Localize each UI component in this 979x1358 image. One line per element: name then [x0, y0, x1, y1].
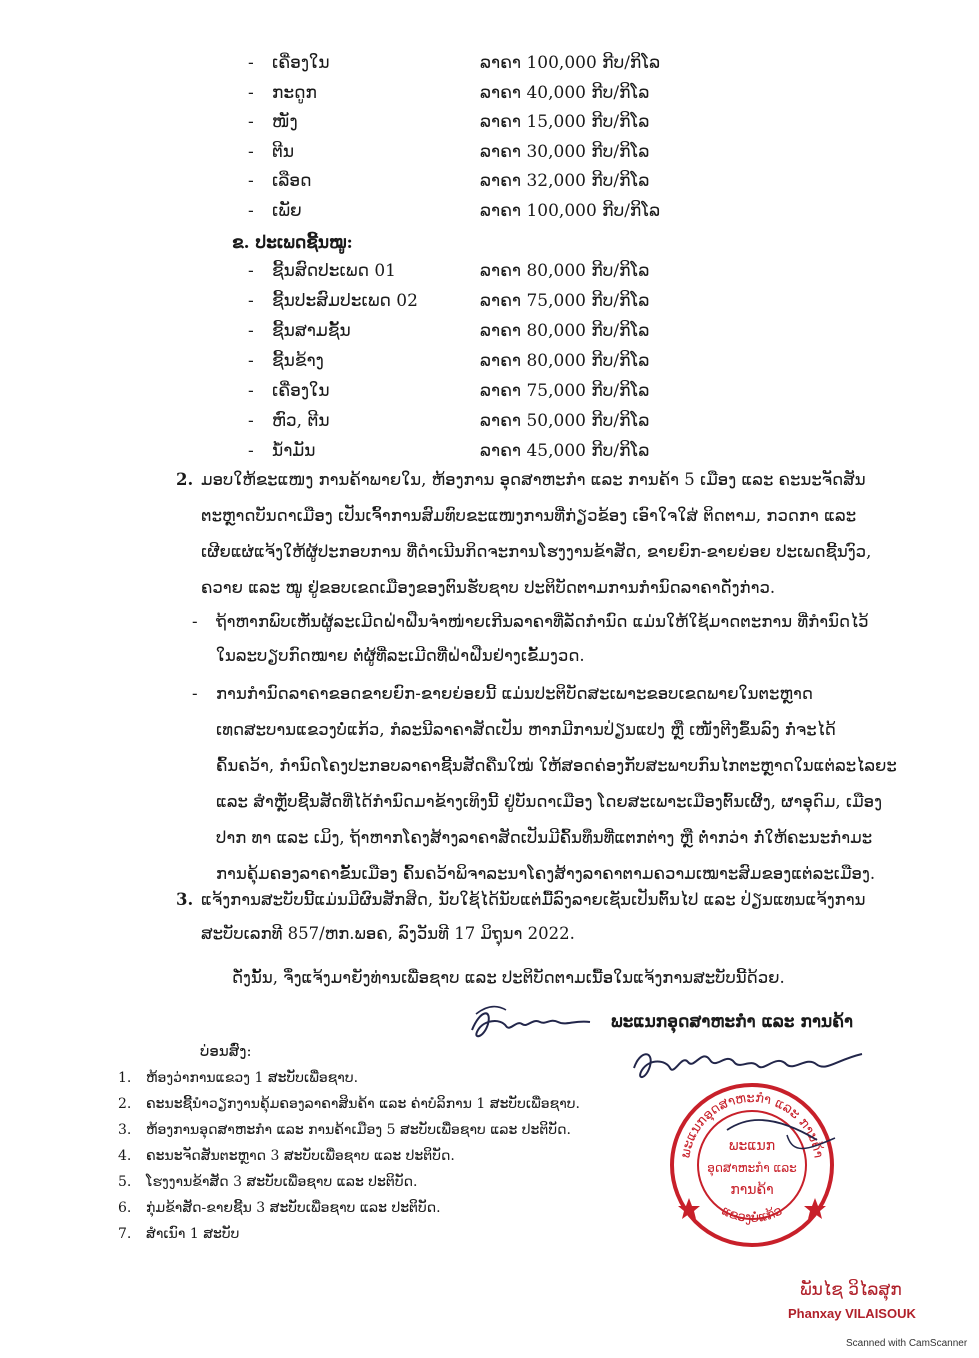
bullet-dash: - — [248, 53, 254, 73]
price-value: ລາຄາ 15,000 ກີບ/ກິໂລ — [480, 112, 650, 132]
price-row — [0, 406, 979, 436]
price-item-name: ຊີ້ນປະສົມປະເພດ 02 — [272, 291, 418, 311]
recipient-text: ກຸ່ມຂ້າສັດ-ຂາຍຊີ້ນ 3 ສະບັບເພື່ອຊາບ ແລະ ປະຕິບັດ. — [146, 1200, 441, 1216]
bullet-dash: - — [248, 291, 254, 311]
bullet-dash: - — [248, 381, 254, 401]
price-value: ລາຄາ 50,000 ກີບ/ກິໂລ — [480, 411, 650, 431]
bullet-dash: - — [192, 612, 198, 631]
bullet-2-line: ແລະ ສຳຫຼັບຊີ້ນສັດທີ່ໄດ້ກຳນົດມາຂ້າງເທິງນີ້ ຢູ່ບັນດາເມືອງ ໂດຍສະເພາະເມືອງຕົ້ນເຜິ້ງ, ຜາອຸດົມ, ເມືອງ — [216, 792, 883, 811]
bullet-dash: - — [248, 441, 254, 461]
recipient-text: ໂຮງງານຂ້າສັດ 3 ສະບັບເພື່ອຊາບ ແລະ ປະຕິບັດ. — [146, 1174, 418, 1190]
price-row — [0, 78, 979, 108]
bullet-dash: - — [248, 82, 254, 103]
bullet-2-line: ການກຳນົດລາຄາຂອດຂາຍຍົກ-ຂາຍຍ່ອຍນີ້ ແມ່ນປະຕິບັດສະເພາະຂອບເຂດພາຍໃນຕະຫຼາດ — [216, 684, 813, 703]
price-item-name: ຫົວ, ຕີນ — [272, 411, 330, 431]
section-3-number: 3. — [176, 890, 194, 909]
recipient-number: 4. — [118, 1148, 132, 1164]
seal-center-3: ການຄ້າ — [730, 1182, 774, 1198]
bullet-1-line: ໃນລະບຽບກົດໝາຍ ຕໍ່ຜູ້ທີ່ລະເມີດທີ່ຝ່າຝືນຢ່າງເຂັ້ມງວດ. — [216, 646, 585, 665]
bullet-2-line: ການຄຸ້ມຄອງລາຄາຂັ້ນເມືອງ ຄົ້ນຄວ້າພິຈາລະນາໂຄງສ້າງລາຄາຕາມຄວາມເໝາະສົມຂອງແຕ່ລະເມືອງ. — [216, 864, 876, 883]
seal-ring-bottom: ແຂວງບໍ່ແກ້ວ — [718, 1203, 786, 1227]
price-value: ລາຄາ 80,000 ກີບ/ກິໂລ — [480, 261, 650, 281]
section-2-line: ຕະຫຼາດບັນດາເມືອງ ເປັນເຈົ້າການສົມທົບຂະແໜງການທີ່ກ່ຽວຂ້ອງ ເອົາໃຈໃສ່ ຕິດຕາມ, ກວດກາ ແລະ — [201, 506, 857, 525]
section-3-line: ແຈ້ງການສະບັບນີ້ແມ່ນມີຜົນສັກສິດ, ນັບໃຊ້ໄດ້ນັບແຕ່ມື້ລົງລາຍເຊັນເປັນຕົ້ນໄປ ແລະ ປ່ຽນແທນແຈ້ງການ — [201, 890, 866, 909]
price-row — [0, 286, 979, 316]
recipient-text: ຫ້ອງການອຸດສາຫະກຳ ແລະ ການຄ້າເມືອງ 5 ສະບັບເພື່ອຊາບ ແລະ ປະຕິບັດ. — [146, 1122, 571, 1138]
price-value: ລາຄາ 100,000 ກີບ/ກິໂລ — [480, 200, 661, 221]
recipient-number: 3. — [118, 1122, 132, 1138]
recipients-title: ບ່ອນສົ່ງ: — [200, 1042, 252, 1060]
seal-center-1: ພະແນກ — [728, 1138, 776, 1154]
price-row — [0, 376, 979, 406]
section-2-line: ມອບໃຫ້ຂະແໜງ ການຄ້າພາຍໃນ, ຫ້ອງການ ອຸດສາຫະກຳ ແລະ ການຄ້າ 5 ເມືອງ ແລະ ຄະນະຈັດສັນ — [201, 470, 866, 489]
recipient-text: ຄະນະຈັດສັນຕະຫຼາດ 3 ສະບັບເພື່ອຊາບ ແລະ ປະຕິບັດ. — [146, 1148, 455, 1164]
section-3-line: ສະບັບເລກທີ 857/ຫກ.ພອຄ, ລົງວັນທີ 17 ມິຖຸນາ 2022. — [201, 924, 575, 943]
price-row — [0, 107, 979, 137]
signer-name-english: Phanxay VILAISOUK — [788, 1306, 916, 1321]
recipient-number: 5. — [118, 1174, 132, 1190]
price-row — [0, 166, 979, 196]
bullet-dash: - — [248, 141, 254, 162]
bullet-dash: - — [248, 200, 254, 221]
bullet-dash: - — [248, 351, 254, 371]
price-row — [0, 196, 979, 226]
price-row — [0, 256, 979, 286]
price-value: ລາຄາ 80,000 ກີບ/ກິໂລ — [480, 351, 650, 371]
price-row — [0, 316, 979, 346]
price-value: ລາຄາ 100,000 ກີບ/ກິໂລ — [480, 53, 661, 73]
section-2-number: 2. — [176, 470, 194, 489]
initials-signature — [466, 1000, 596, 1048]
price-value: ລາຄາ 80,000 ກີບ/ກິໂລ — [480, 321, 650, 341]
price-item-name: ນ້ຳມັນ — [272, 441, 316, 461]
recipient-text: ຫ້ອງວ່າການແຂວງ 1 ສະບັບເພື່ອຊາບ. — [146, 1070, 359, 1086]
price-value: ລາຄາ 40,000 ກີບ/ກິໂລ — [480, 82, 650, 103]
price-row — [0, 48, 979, 78]
price-item-name: ໜັງ — [272, 112, 298, 132]
price-item-name: ເພັຍ — [272, 200, 302, 221]
bullet-dash: - — [248, 321, 254, 341]
bullet-1-line: ຖ້າຫາກພົບເຫັນຜູ້ລະເມີດຝ່າຝືນຈຳໜ່າຍເກີນລາຄາທີ່ລັດກຳນົດ ແມ່ນໃຫ້ໃຊ້ມາດຕະການ ທີ່ກຳນົດໄວ້ — [216, 612, 869, 631]
bullet-dash: - — [248, 411, 254, 431]
recipient-text: ຄະນະຊີ້ນຳວຽກງານຄຸ້ມຄອງລາຄາສິນຄ້າ ແລະ ຄ່າບໍລິການ 1 ສະບັບເພື່ອຊາບ. — [146, 1096, 580, 1112]
bullet-2-line: ປາກ ທາ ແລະ ເມິງ, ຖ້າຫາກໂຄງສ້າງລາຄາສັດເປັນມີຄົ້ນທຶນທີ່ແຕກຕ່າງ ຫຼື ຕໍ່າກວ່າ ກໍ່ໃຫ້ຄະນະກຳມະ — [216, 828, 873, 847]
price-value: ລາຄາ 45,000 ກີບ/ກິໂລ — [480, 441, 650, 461]
seal-ring-top: ພະແນກອຸດສາຫະກຳ ແລະ ການຄ້າ — [678, 1090, 826, 1160]
bullet-dash: - — [248, 112, 254, 132]
price-value: ລາຄາ 32,000 ກີບ/ກິໂລ — [480, 171, 650, 191]
recipient-number: 2. — [118, 1096, 132, 1112]
recipient-number: 1. — [118, 1070, 132, 1086]
section-2-line: ເຜີຍແຜ່ແຈ້ງໃຫ້ຜູ້ປະກອບການ ທີ່ດຳເນີນກິດຈະການໂຮງງານຂ້າສັດ, ຂາຍຍົກ-ຂາຍຍ່ອຍ ປະເພດຊີ້ນງົວ, — [201, 542, 872, 561]
closing-statement: ດັ່ງນັ້ນ, ຈຶ່ງແຈ້ງມາຍັງທ່ານເພື່ອຊາບ ແລະ ປະຕິບັດຕາມເນື້ອໃນແຈ້ງການສະບັບນີ້ດ້ວຍ. — [232, 968, 785, 987]
bullet-dash: - — [248, 261, 254, 281]
bullet-dash: - — [248, 171, 254, 191]
signer-name-lao: ພັນໄຊ ວິໄລສຸກ — [800, 1280, 902, 1300]
price-item-name: ເຄື່ອງໃນ — [272, 381, 330, 401]
price-item-name: ຕີນ — [272, 141, 295, 162]
price-value: ລາຄາ 30,000 ກີບ/ກິໂລ — [480, 141, 650, 162]
recipient-number: 6. — [118, 1200, 132, 1216]
price-item-name: ຊີ້ນຂ້າງ — [272, 351, 324, 371]
price-item-name: ເລືອດ — [272, 171, 312, 191]
price-item-name: ຊີ້ນສາມຊັ້ນ — [272, 321, 351, 341]
section-2-line: ຄວາຍ ແລະ ໝູ ຢູ່ຂອບເຂດເມືອງຂອງຕົນຮັບຊາບ ປະຕິບັດຕາມການກຳນົດລາຄາດັ່ງກ່າວ. — [201, 578, 776, 597]
department-name: ພະແນກອຸດສາຫະກຳ ແລະ ການຄ້າ — [611, 1012, 854, 1032]
bullet-2-line: ເທດສະບານແຂວງບໍ່ແກ້ວ, ກໍລະນີລາຄາສັດເປັນ ຫາກມີການປ່ຽນແປງ ຫຼື ເໜັງຕີງຂຶ້ນລົງ ກໍ່ຈະໄດ້ — [216, 720, 836, 739]
price-row — [0, 346, 979, 376]
price-item-name: ເຄື່ອງໃນ — [272, 53, 330, 73]
recipient-number: 7. — [118, 1226, 132, 1242]
bullet-dash: - — [192, 684, 198, 703]
recipient-text: ສຳເນົາ 1 ສະບັບ — [146, 1226, 240, 1242]
pork-heading: ຂ. ປະເພດຊີ້ນໝູ: — [232, 233, 353, 253]
seal-center-2: ອຸດສາຫະກຳ ແລະ — [707, 1161, 797, 1175]
scanner-watermark: Scanned with CamScanner — [846, 1338, 968, 1349]
price-item-name: ກະດູກ — [272, 82, 317, 103]
bullet-2-line: ຄົ້ນຄວ້າ, ກຳນົດໂຄງປະກອບລາຄາຊີ້ນສັດຄືນໃໝ່ ໃຫ້ສອດຄ່ອງກັບສະພາບກົນໄກຕະຫຼາດໃນແຕ່ລະໄລຍະ — [216, 756, 897, 775]
price-row — [0, 137, 979, 167]
price-value: ລາຄາ 75,000 ກີບ/ກິໂລ — [480, 381, 650, 401]
price-item-name: ຊີ້ນສົດປະເພດ 01 — [272, 261, 396, 281]
official-seal — [667, 1080, 837, 1250]
price-value: ລາຄາ 75,000 ກີບ/ກິໂລ — [480, 291, 650, 311]
